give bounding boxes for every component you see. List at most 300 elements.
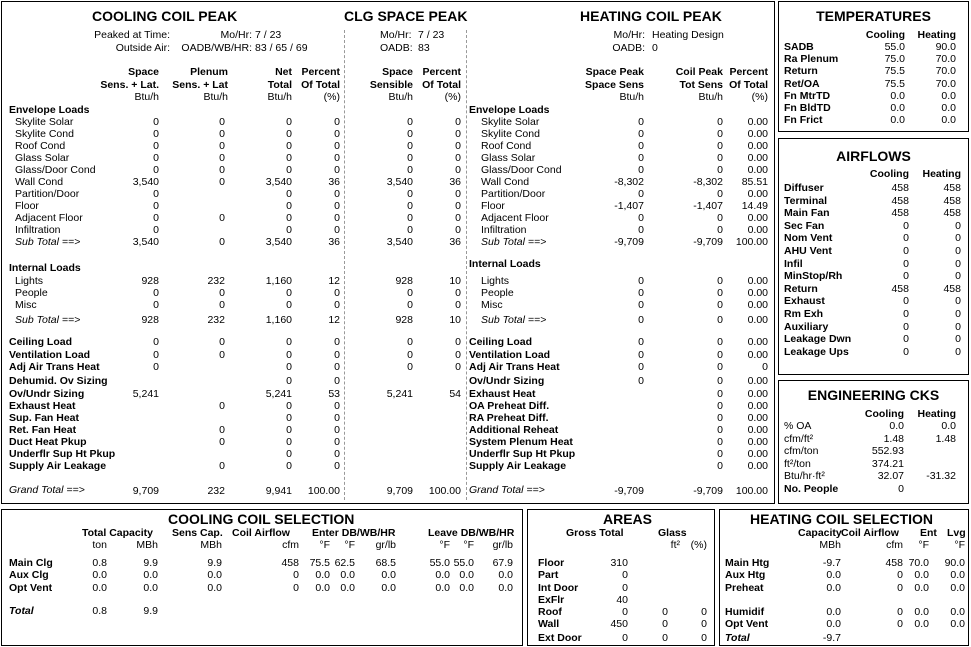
row-label-sub-total: Sub Total ==> [15,236,81,248]
heat-cell-ventilation-load-0: 0 [638,349,644,361]
heat-cell-floor-2: 14.49 [741,200,768,212]
hcs-label-humidif: Humidif [725,606,765,618]
heat-cell-wall-cond-2: 85.51 [741,176,768,188]
cell-misc-0: 0 [153,299,159,311]
ccs-cell-main-clg-8: 55.0 [453,557,474,569]
row-label-adj-air-trans-heat: Adj Air Trans Heat [9,361,100,373]
heat-cell-system-plenum-heat-1: 0 [717,436,723,448]
hcs-cell-main-htg-2: 70.0 [908,557,929,569]
ccs-head-sens-cap: Sens Cap. [172,527,223,539]
airflows-label-leakage-ups: Leakage Ups [784,345,849,358]
cell-wall-cond-4: 3,540 [386,176,413,188]
heat-cell-people-1: 0 [717,287,723,299]
cell-glass-door-cond-1: 0 [219,164,225,176]
airflows-cool-return: 458 [891,282,909,295]
cell-sub-total-1: 0 [219,236,225,248]
cell-infiltration-5: 0 [455,224,461,236]
ccs-unit-2: MBh [200,539,222,551]
areas-label-int-door: Int Door [538,582,579,594]
cell-roof-cond-3: 0 [334,140,340,152]
cell-partition-door-2: 0 [286,188,292,200]
ccs-cell-opt-vent-0: 0.0 [92,582,107,594]
heat-cell-floor-1: -1,407 [693,200,723,212]
temps-label-ret-oa: Ret/OA [784,77,820,90]
row-label-exhaust-heat: Exhaust Heat [9,400,76,412]
areas-label-part: Part [538,569,559,581]
cell-duct-heat-pkup-1: 0 [219,436,225,448]
airflows-heat-sec-fan: 0 [955,219,961,232]
airflows-cool-main-fan: 458 [891,207,909,220]
ccs-cell-aux-clg-7: 0.0 [435,569,450,581]
heat-row-label-adj-air-trans-heat: Adj Air Trans Heat [469,361,560,373]
cell-skylite-solar-4: 0 [407,116,413,128]
heat-cell-sub-total-2: 100.00 [735,236,768,248]
column-header: Sensible [369,78,413,91]
cell-floor-5: 0 [455,200,461,212]
row-label-misc: Misc [15,299,37,311]
heat-mohr-label: Mo/Hr: [613,29,645,41]
ccs-cell-main-clg-6: 68.5 [375,557,396,569]
cell-glass-solar-3: 0 [334,152,340,164]
hcs-label-total: Total [725,632,750,644]
heat-row-label-sub-total: Sub Total ==> [481,314,547,326]
heat-cell-infiltration-2: 0.00 [747,224,768,236]
cell-infiltration-0: 0 [153,224,159,236]
airflows-label-infil: Infil [784,257,803,270]
temps-cool-ra-plenum: 75.0 [884,53,905,66]
heat-row-label-partition-door: Partition/Door [481,188,546,200]
heat-cell-grand-total-1: -9,709 [693,485,723,497]
ccs-cell-main-clg-9: 67.9 [492,557,513,569]
ccs-cell-opt-vent-9: 0.0 [498,582,513,594]
airflows-heat-return: 458 [943,282,961,295]
cell-people-4: 0 [407,287,413,299]
heat-cell-sub-total-0: 0 [638,314,644,326]
space-oadb-label: OADB: [380,42,413,54]
temps-cool-ret-oa: 75.5 [884,77,905,90]
ccs-head-enter-db-wb-hr: Enter DB/WB/HR [312,527,396,539]
cell-misc-3: 0 [334,299,340,311]
cell-adjacent-floor-5: 0 [455,212,461,224]
eng-cool-cfm-ton: 552.93 [871,445,904,458]
divider-heat [466,30,467,500]
row-label-lights: Lights [15,275,44,287]
row-label-sub-total: Sub Total ==> [15,314,81,326]
cell-sub-total-1: 232 [207,314,225,326]
airflows-label-diffuser: Diffuser [784,182,824,194]
cell-wall-cond-0: 3,540 [132,176,159,188]
ccs-cell-opt-vent-2: 0.0 [207,582,222,594]
temps-col-heating: Heating [917,29,956,41]
hcs-unit-0: MBh [819,539,841,551]
cell-supply-air-leakage-1: 0 [219,460,225,472]
ccs-cell-aux-clg-9: 0.0 [498,569,513,581]
heat-cell-people-2: 0.00 [747,287,768,299]
cell-grand-total-2: 9,941 [265,485,292,497]
airflows-label-terminal: Terminal [784,194,827,207]
hcs-cell-opt-vent-1: 0 [897,618,903,630]
airflows-cool-terminal: 458 [891,194,909,207]
cell-lights-2: 1,160 [265,275,292,287]
temperatures-title: TEMPERATURES [816,8,931,24]
hcs-cell-preheat-3: 0.0 [950,582,965,594]
heat-cell-ventilation-load-1: 0 [717,349,723,361]
airflows-heat-leakage-ups: 0 [955,345,961,358]
ccs-cell-aux-clg-8: 0.0 [459,569,474,581]
ccs-cell-opt-vent-4: 0.0 [315,582,330,594]
airflows-cool-rm-exh: 0 [903,308,909,320]
heat-cell-skylite-solar-1: 0 [717,116,723,128]
heat-cell-ov-undr-sizing-2: 0.00 [747,375,768,387]
heat-cell-ov-undr-sizing-1: 0 [717,375,723,387]
row-label-grand-total: Grand Total ==> [9,484,85,496]
column-header: Space Sens [585,78,644,91]
column-header: Sens. + Lat. [100,78,159,91]
cell-ceiling-load-5: 0 [455,336,461,348]
cell-adjacent-floor-3: 0 [334,212,340,224]
cell-glass-solar-0: 0 [153,152,159,164]
cell-skylite-solar-2: 0 [286,116,292,128]
cell-ov-undr-sizing-2: 5,241 [265,388,292,400]
heat-cell-glass-door-cond-1: 0 [717,164,723,176]
divider-space [344,30,345,500]
hcs-label-aux-htg: Aux Htg [725,569,766,581]
cooling-coil-peak-title: COOLING COIL PEAK [92,8,238,24]
cell-partition-door-3: 0 [334,188,340,200]
heat-row-label-ov-undr-sizing: Ov/Undr Sizing [469,375,545,387]
heating-coil-selection-title: HEATING COIL SELECTION [750,511,934,527]
cell-adjacent-floor-2: 0 [286,212,292,224]
clg-space-peak-title: CLG SPACE PEAK [344,8,468,24]
heat-row-label-roof-cond: Roof Cond [481,140,532,152]
row-label-infiltration: Infiltration [15,224,61,236]
airflows-heat-main-fan: 458 [943,207,961,220]
column-header: Btu/h [698,91,723,103]
cell-wall-cond-5: 36 [449,176,461,188]
areas-cell-roof-1: 0 [662,606,668,618]
cell-infiltration-3: 0 [334,224,340,236]
areas-cell-int-door-0: 0 [622,582,628,594]
ccs-head-total-capacity: Total Capacity [82,527,153,539]
eng-cool-oa: 0.0 [889,420,904,432]
eng-col-cooling: Cooling [864,408,904,420]
cell-ventilation-load-5: 0 [455,349,461,361]
cell-grand-total-5: 100.00 [428,485,461,497]
cell-wall-cond-1: 0 [219,176,225,188]
cell-misc-2: 0 [286,299,292,311]
cell-adj-air-trans-heat-4: 0 [407,361,413,373]
airflows-heat-nom-vent: 0 [955,232,961,245]
cell-skylite-solar-3: 0 [334,116,340,128]
cell-lights-5: 10 [449,275,461,287]
cell-infiltration-2: 0 [286,224,292,236]
heat-row-label-ra-preheat-diff: RA Preheat Diff. [469,412,549,424]
airflows-cool-ahu-vent: 0 [903,245,909,257]
heat-row-label-exhaust-heat: Exhaust Heat [469,388,536,400]
cell-glass-door-cond-2: 0 [286,164,292,176]
cell-ventilation-load-3: 0 [334,349,340,361]
cell-ceiling-load-3: 0 [334,336,340,348]
ccs-cell-aux-clg-1: 0.0 [143,569,158,581]
cell-duct-heat-pkup-3: 0 [334,436,340,448]
cell-people-5: 0 [455,287,461,299]
airflows-title: AIRFLOWS [836,148,911,164]
heat-cell-adj-air-trans-heat-0: 0 [638,361,644,373]
cell-lights-0: 928 [141,275,159,287]
eng-col-heating: Heating [917,408,956,420]
cell-ret-fan-heat-2: 0 [286,424,292,436]
heat-cell-roof-cond-0: 0 [638,140,644,152]
ccs-label-aux-clg: Aux Clg [9,569,49,581]
cell-skylite-cond-5: 0 [455,128,461,140]
hcs-cell-main-htg-3: 90.0 [944,557,965,569]
ccs-unit-0: ton [92,539,107,551]
temps-heat-ra-plenum: 70.0 [935,53,956,66]
airflows-label-minstop-rh: MinStop/Rh [784,270,843,283]
cell-misc-1: 0 [219,299,225,311]
cell-grand-total-0: 9,709 [132,485,159,497]
cell-ceiling-load-4: 0 [407,336,413,348]
heat-cell-partition-door-2: 0.00 [747,188,768,200]
ccs-unit-8: °F [463,539,474,551]
airflows-heat-leakage-dwn: 0 [955,333,961,346]
hcs-head-capacity: Capacity [798,527,842,539]
heat-cell-roof-cond-1: 0 [717,140,723,152]
cell-adj-air-trans-heat-5: 0 [455,361,461,373]
ccs-cell-aux-clg-5: 0.0 [340,569,355,581]
heat-cell-lights-0: 0 [638,275,644,287]
row-label-skylite-solar: Skylite Solar [15,116,74,128]
airflows-cool-infil: 0 [903,257,909,270]
cell-wall-cond-3: 36 [328,176,340,188]
heat-cell-ra-preheat-diff-2: 0.00 [747,412,768,424]
ccs-cell-main-clg-3: 458 [281,557,299,569]
cell-exhaust-heat-1: 0 [219,400,225,412]
hcs-cell-preheat-2: 0.0 [914,582,929,594]
heat-cell-adj-air-trans-heat-2: 0 [762,361,768,373]
hcs-cell-opt-vent-0: 0.0 [826,618,841,630]
cell-lights-3: 12 [328,275,340,287]
eng-heat-btu-hr-ft: -31.32 [926,470,956,483]
airflows-cool-nom-vent: 0 [903,232,909,245]
heat-row-label-lights: Lights [481,275,510,287]
hcs-cell-opt-vent-3: 0.0 [950,618,965,630]
cell-glass-solar-4: 0 [407,152,413,164]
cell-wall-cond-2: 3,540 [265,176,292,188]
cell-underflr-sup-ht-pkup-3: 0 [334,448,340,460]
cell-floor-3: 0 [334,200,340,212]
airflows-cool-leakage-dwn: 0 [903,333,909,346]
heat-cell-underflr-sup-ht-pkup-1: 0 [717,448,723,460]
heat-cell-glass-solar-0: 0 [638,152,644,164]
ccs-cell-main-clg-1: 9.9 [143,557,158,569]
column-header: (%) [323,91,340,103]
heat-cell-additional-reheat-2: 0.00 [747,424,768,436]
airflows-cool-exhaust: 0 [903,295,909,308]
cell-ventilation-load-2: 0 [286,349,292,361]
heat-cell-infiltration-1: 0 [717,224,723,236]
heat-cell-grand-total-2: 100.00 [735,485,768,497]
ccs-unit-5: °F [344,539,355,551]
cell-ceiling-load-2: 0 [286,336,292,348]
heat-row-label-system-plenum-heat: System Plenum Heat [469,436,573,448]
ccs-head-leave-db-wb-hr: Leave DB/WB/HR [428,527,515,539]
oadb-wb-value: 83 / 65 / 69 [255,42,308,54]
cell-ret-fan-heat-3: 0 [334,424,340,436]
cell-sup-fan-heat-2: 0 [286,412,292,424]
hcs-cell-main-htg-0: -9.7 [822,557,841,569]
column-header: Of Total [422,78,461,91]
eng-heat-cfm-ft: 1.48 [935,432,956,445]
ccs-cell-main-clg-4: 75.5 [309,557,330,569]
heat-cell-oa-preheat-diff-1: 0 [717,400,723,412]
temps-heat-sadb: 90.0 [935,41,956,53]
column-header: Of Total [729,78,768,91]
cell-ov-undr-sizing-5: 54 [449,388,461,400]
cell-roof-cond-4: 0 [407,140,413,152]
ccs-unit-3: cfm [282,539,299,551]
cell-sub-total-5: 36 [449,236,461,248]
mohr-label: Mo/Hr: [220,29,252,41]
areas-unit-pct: (%) [690,539,707,551]
ccs-cell-aux-clg-2: 0.0 [207,569,222,581]
cell-roof-cond-0: 0 [153,140,159,152]
cell-ov-undr-sizing-0: 5,241 [132,388,159,400]
ccs-head-coil-airflow: Coil Airflow [232,527,290,539]
cell-skylite-solar-1: 0 [219,116,225,128]
cell-grand-total-1: 232 [207,485,225,497]
ccs-label-main-clg: Main Clg [9,557,53,569]
cell-adjacent-floor-0: 0 [153,212,159,224]
cell-glass-door-cond-0: 0 [153,164,159,176]
cell-skylite-cond-1: 0 [219,128,225,140]
heat-oadb-value: 0 [652,42,658,54]
cell-ret-fan-heat-1: 0 [219,424,225,436]
cell-supply-air-leakage-2: 0 [286,460,292,472]
heat-row-label-glass-door-cond: Glass/Door Cond [481,164,562,176]
heat-cell-adjacent-floor-2: 0.00 [747,212,768,224]
heat-cell-lights-1: 0 [717,275,723,287]
cell-floor-0: 0 [153,200,159,212]
heat-cell-lights-2: 0.00 [747,275,768,287]
cell-sub-total-0: 3,540 [132,236,159,248]
heat-cell-glass-door-cond-0: 0 [638,164,644,176]
row-label-roof-cond: Roof Cond [15,140,66,152]
areas-label-exflr: ExFlr [538,594,565,606]
heat-row-label-underflr-sup-ht-pkup: Underflr Sup Ht Pkup [469,448,576,460]
row-label-glass-door-cond: Glass/Door Cond [15,164,96,176]
areas-cell-wall-2: 0 [701,618,707,630]
heat-row-label-additional-reheat: Additional Reheat [469,424,559,436]
ccs-cell-total-0: 0.8 [92,605,107,617]
ccs-label-total: Total [9,605,34,617]
areas-label-ext-door: Ext Door [538,632,582,644]
cell-people-3: 0 [334,287,340,299]
heat-cell-glass-solar-2: 0.00 [747,152,768,164]
ccs-unit-7: °F [439,539,450,551]
heat-cell-supply-air-leakage-1: 0 [717,460,723,472]
cell-adj-air-trans-heat-0: 0 [153,361,159,373]
heat-cell-adjacent-floor-0: 0 [638,212,644,224]
hcs-unit-3: °F [954,539,965,551]
cell-adjacent-floor-1: 0 [219,212,225,224]
heat-cell-skylite-solar-2: 0.00 [747,116,768,128]
heat-cell-skylite-cond-2: 0.00 [747,128,768,140]
column-header: Btu/h [203,91,228,103]
temps-cool-fn-bldtd: 0.0 [890,102,905,114]
cell-floor-2: 0 [286,200,292,212]
eng-cool-ft-ton: 374.21 [871,457,904,470]
eng-label-btu-hr-ft: Btu/hr·ft² [784,470,825,483]
airflows-cool-diffuser: 458 [891,182,909,194]
row-label-ret-fan-heat: Ret. Fan Heat [9,424,77,436]
heat-row-label-adjacent-floor: Adjacent Floor [481,212,549,224]
cell-ceiling-load-0: 0 [153,336,159,348]
heat-row-label-people: People [481,287,514,299]
airflows-cool-minstop-rh: 0 [903,270,909,283]
ccs-cell-opt-vent-7: 0.0 [435,582,450,594]
temps-cool-return: 75.5 [884,65,905,78]
peaked-at-label: Peaked at Time: [94,29,170,41]
cell-sub-total-2: 1,160 [265,314,292,326]
cell-dehumid-ov-sizing-3: 0 [334,375,340,387]
column-header: Space [382,66,413,78]
airflows-label-main-fan: Main Fan [784,207,830,220]
ccs-cell-aux-clg-4: 0.0 [315,569,330,581]
cell-floor-4: 0 [407,200,413,212]
cell-adj-air-trans-heat-3: 0 [334,361,340,373]
eng-label-ft-ton: ft²/ton [784,457,811,470]
areas-cell-ext-door-0: 0 [622,632,628,644]
column-header: Percent [729,66,768,78]
heat-row-label-ventilation-load: Ventilation Load [469,349,551,361]
heat-cell-sub-total-2: 0.00 [747,314,768,326]
hcs-cell-aux-htg-2: 0.0 [914,569,929,581]
cell-people-0: 0 [153,287,159,299]
airflows-col-heating: Heating [922,168,961,180]
areas-title: AREAS [602,511,652,527]
areas-cell-wall-1: 0 [662,618,668,630]
cell-roof-cond-1: 0 [219,140,225,152]
cell-adj-air-trans-heat-2: 0 [286,361,292,373]
row-label-partition-door: Partition/Door [15,188,80,200]
heat-cell-partition-door-0: 0 [638,188,644,200]
temps-cool-fn-frict: 0.0 [890,114,905,127]
column-header: Space [128,66,159,78]
heat-row-label-oa-preheat-diff: OA Preheat Diff. [469,400,550,412]
temps-heat-ret-oa: 70.0 [935,77,956,90]
temps-heat-fn-mtrtd: 0.0 [941,89,956,102]
cell-skylite-cond-4: 0 [407,128,413,140]
cell-glass-door-cond-3: 0 [334,164,340,176]
airflows-cool-sec-fan: 0 [903,219,909,232]
cell-ventilation-load-4: 0 [407,349,413,361]
engineering-title: ENGINEERING CKS [807,387,940,403]
temps-label-sadb: SADB [784,41,814,53]
areas-label-wall: Wall [538,618,560,630]
cell-glass-solar-2: 0 [286,152,292,164]
cell-duct-heat-pkup-2: 0 [286,436,292,448]
heat-mohr-value: Heating Design [652,29,724,41]
cell-ventilation-load-0: 0 [153,349,159,361]
column-header: Btu/h [619,91,644,103]
row-label-ceiling-load: Ceiling Load [9,336,72,348]
ccs-cell-aux-clg-0: 0.0 [92,569,107,581]
airflows-label-ahu-vent: AHU Vent [784,245,832,257]
eng-label-cfm-ton: cfm/ton [784,445,819,458]
temps-heat-fn-frict: 0.0 [941,114,956,127]
heat-cell-exhaust-heat-2: 0.00 [747,388,768,400]
